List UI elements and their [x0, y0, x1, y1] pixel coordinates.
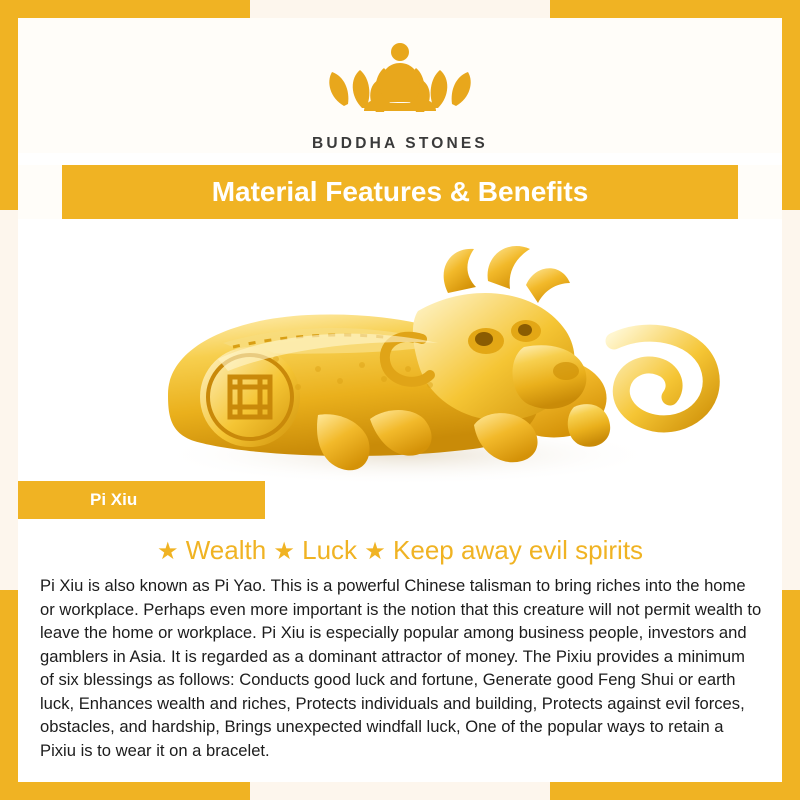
lotus-meditation-icon [18, 32, 782, 129]
title-banner [18, 165, 782, 219]
product-image [18, 219, 782, 519]
frame-bottom-left-vertical [0, 590, 18, 800]
page-title: Material Features & Benefits [211, 176, 589, 207]
benefits-headline [18, 519, 782, 572]
star-icon: ★ [273, 538, 295, 565]
product-caption-bar [18, 481, 265, 519]
benefit-wealth: Wealth [185, 535, 267, 565]
description-text: Pi Xiu is also known as Pi Yao. This is a powerful Chinese talisman to bring riches into the home or workplace. Perhaps even more important is the notion that this creature will not permit wealth to leave the home or workplace. Pi Xiu is especially popular among business people, investors and gamblers in Asia. It is regarded as a dominant attractor of money. The Pixiu provides a minimum of six blessings as follows: Conducts good luck and fortune, Generate good Feng Shui or earth luck, Enhances wealth and riches, Protects individuals and building, Protects against evil forces, obstacles, and hardship, Brings unexpected windfall luck, One of the popular ways to retain a Pixiu is to wear it on a bracelet. [40, 576, 762, 760]
product-caption: Pi Xiu [90, 490, 138, 509]
content-canvas [18, 18, 782, 782]
star-icon: ★ [364, 538, 386, 565]
frame-bottom-left-horizontal [0, 782, 250, 800]
frame-top-left-vertical [0, 0, 18, 210]
star-icon: ★ [156, 538, 179, 565]
brand-name: BUDDHA STONES [312, 135, 488, 152]
benefit-evil-spirits: Keep away evil spirits [393, 535, 644, 565]
frame-bottom-right-horizontal [550, 782, 800, 800]
frame-top-right-vertical [782, 0, 800, 210]
frame-top-left-horizontal [0, 0, 250, 18]
frame-top-right-horizontal [550, 0, 800, 18]
frame-bottom-right-vertical [782, 590, 800, 800]
brand-header [18, 18, 782, 153]
benefit-luck: Luck [302, 535, 358, 565]
